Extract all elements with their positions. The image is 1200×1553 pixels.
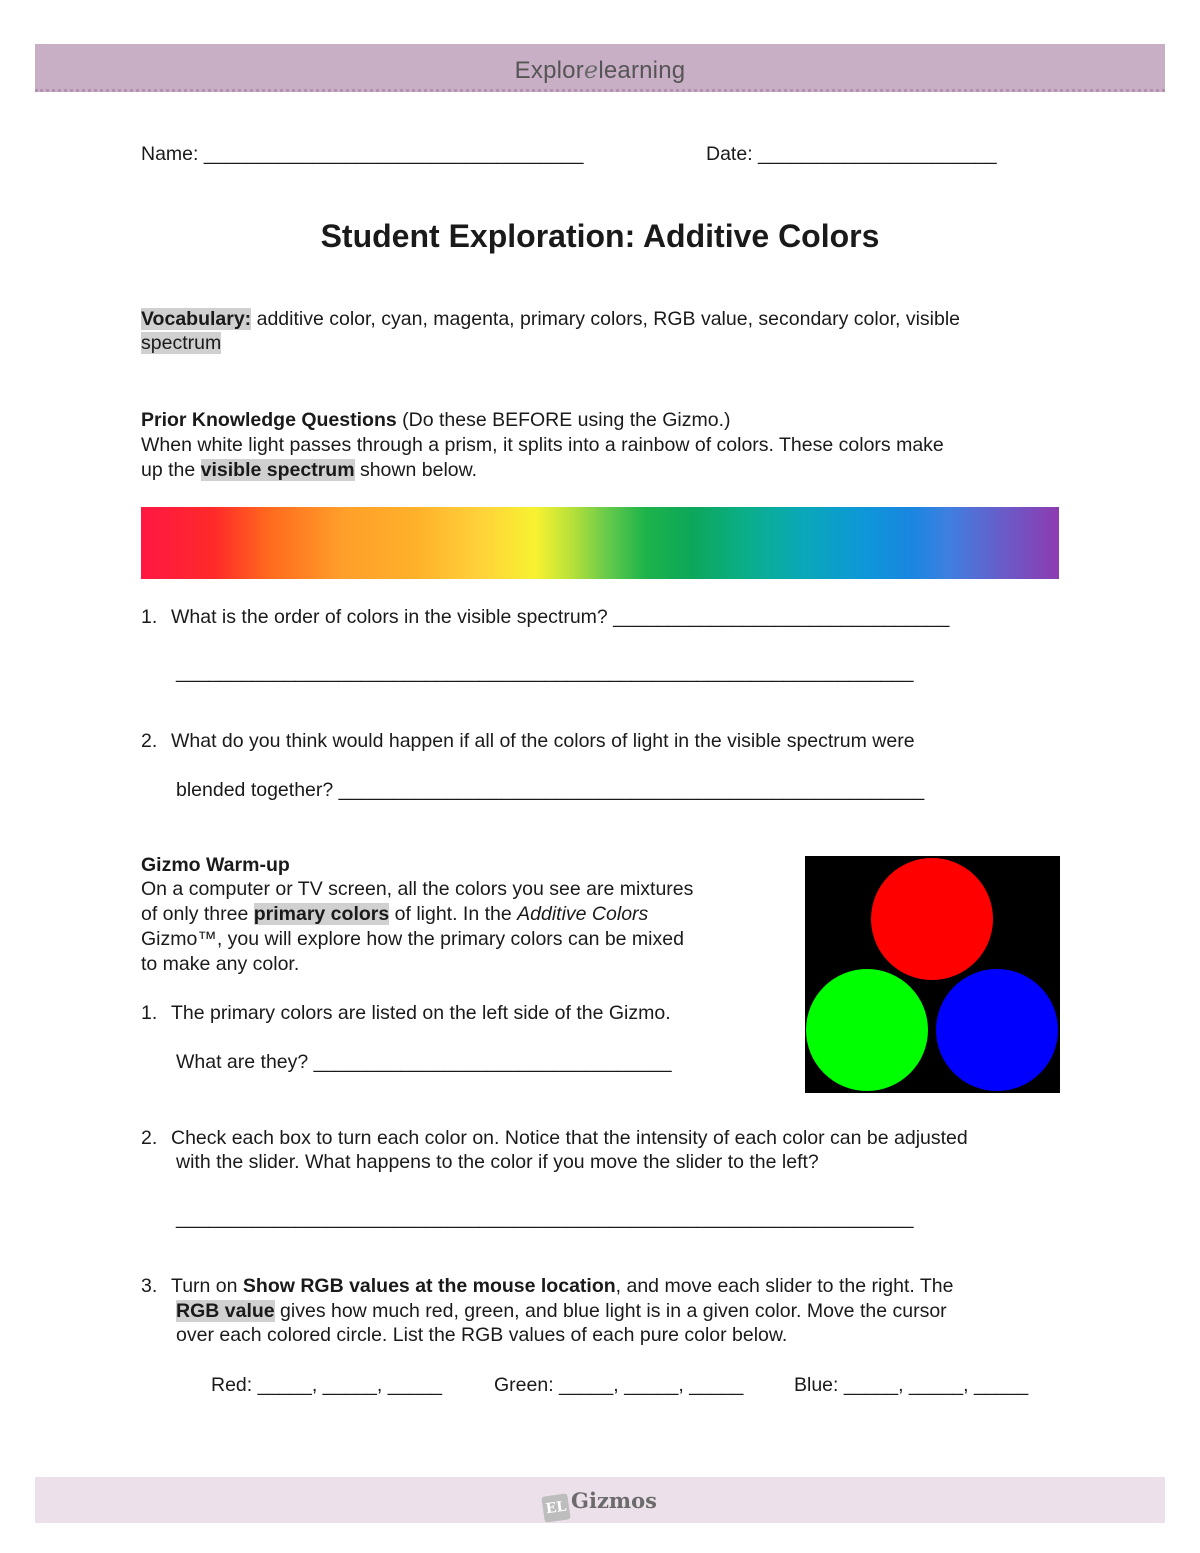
blue-rgb-answer: Blue: _____, _____, _____ xyxy=(794,1374,1029,1396)
question-number: 1. xyxy=(141,1002,158,1024)
warmup-text-line-1: On a computer or TV screen, all the colors you see are mixtures xyxy=(141,878,694,900)
question-number: 2. xyxy=(141,1127,158,1149)
gizmos-logo xyxy=(35,1488,1165,1521)
warmup-heading: Gizmo Warm-up xyxy=(141,854,290,876)
vocabulary-terms: additive color, cyan, magenta, primary colors, RGB value, secondary color, visible xyxy=(251,308,961,330)
question-text-post: , and move each slider to the right. The xyxy=(615,1275,954,1297)
visible-spectrum-image xyxy=(141,507,1059,579)
warmup-text-pre: of only three xyxy=(141,903,254,925)
warmup-text-line-4: to make any color. xyxy=(141,953,300,975)
question-text: What is the order of colors in the visible spectrum? _______________________________ xyxy=(171,606,950,628)
question-text: Check each box to turn each color on. Notice that the intensity of each color can be adjusted xyxy=(171,1127,968,1149)
red-rgb-answer: Red: _____, _____, _____ xyxy=(211,1374,442,1396)
warmup-question-1-prompt: What are they? _________________________________ xyxy=(176,1051,672,1073)
prior-heading-text: Prior Knowledge Questions xyxy=(141,409,397,431)
prior-text-post: shown below. xyxy=(354,459,478,481)
logo-swash: e xyxy=(583,56,599,84)
vocabulary-line-2 xyxy=(141,331,221,356)
question-text-pre: Turn on xyxy=(171,1275,243,1297)
question-text: The primary colors are listed on the left side of the Gizmo. xyxy=(171,1002,671,1024)
warmup-question-3-line-2 xyxy=(176,1299,947,1324)
blue-circle xyxy=(936,969,1058,1091)
warmup-text-line-2 xyxy=(141,902,648,927)
question-number: 2. xyxy=(141,730,158,752)
prior-text-pre: up the xyxy=(141,459,201,481)
prior-question-1 xyxy=(141,605,949,630)
warmup-question-1 xyxy=(141,1001,671,1026)
prior-text-line-2 xyxy=(141,458,477,483)
warmup-question-2-answer-line: ____________________________________________________________________ xyxy=(176,1207,914,1229)
rgb-circles-graphic xyxy=(805,856,1060,1093)
rgb-value-term: RGB value xyxy=(176,1300,275,1322)
prior-text-line-1: When white light passes through a prism, it splits into a rainbow of colors. These colors make xyxy=(141,434,944,456)
warmup-question-2 xyxy=(141,1126,968,1151)
green-rgb-answer: Green: _____, _____, _____ xyxy=(494,1374,744,1396)
warmup-question-2-line-2: with the slider. What happens to the color if you move the slider to the left? xyxy=(176,1151,819,1173)
date-field: Date: ______________________ xyxy=(706,143,997,165)
primary-colors-term: primary colors xyxy=(253,903,390,925)
question-text-cont: gives how much red, green, and blue light is in a given color. Move the cursor xyxy=(274,1300,947,1322)
prior-heading xyxy=(141,408,731,433)
visible-spectrum-term: visible spectrum xyxy=(200,459,355,481)
prior-heading-note: (Do these BEFORE using the Gizmo.) xyxy=(396,409,731,431)
red-circle xyxy=(871,858,993,980)
question-number: 1. xyxy=(141,606,158,628)
vocabulary-line-1 xyxy=(141,307,960,332)
explorelearning-logo xyxy=(35,56,1165,85)
warmup-question-3-line-3: over each colored circle. List the RGB values of each pure color below. xyxy=(176,1324,788,1346)
green-circle xyxy=(806,969,928,1091)
logo-text-post: learning xyxy=(598,57,686,84)
warmup-text-line-3: Gizmo™, you will explore how the primary colors can be mixed xyxy=(141,928,684,950)
question-number: 3. xyxy=(141,1275,158,1297)
gizmo-name: Additive Colors xyxy=(517,903,649,925)
prior-question-1-answer-line: ____________________________________________________________________ xyxy=(176,661,914,683)
gizmos-logo-mark: EL xyxy=(541,1493,570,1522)
question-text: What do you think would happen if all of the colors of light in the visible spectrum were xyxy=(171,730,915,752)
vocabulary-terms-cont: spectrum xyxy=(141,332,222,354)
header-band xyxy=(35,44,1165,92)
page-title: Student Exploration: Additive Colors xyxy=(320,218,880,254)
prior-question-2 xyxy=(141,729,915,754)
name-field: Name: ___________________________________ xyxy=(141,143,584,165)
prior-question-2-cont: blended together? ______________________________________________________ xyxy=(176,779,925,801)
footer-band xyxy=(35,1477,1165,1523)
show-rgb-option-name: Show RGB values at the mouse location xyxy=(242,1275,616,1297)
additive-colors-image xyxy=(805,856,1060,1093)
warmup-question-3 xyxy=(141,1274,954,1299)
vocabulary-label: Vocabulary: xyxy=(141,308,252,330)
warmup-text-mid: of light. In the xyxy=(389,903,518,925)
gizmos-logo-text: Gizmos xyxy=(571,1488,657,1513)
logo-text-pre: Explor xyxy=(514,57,584,84)
